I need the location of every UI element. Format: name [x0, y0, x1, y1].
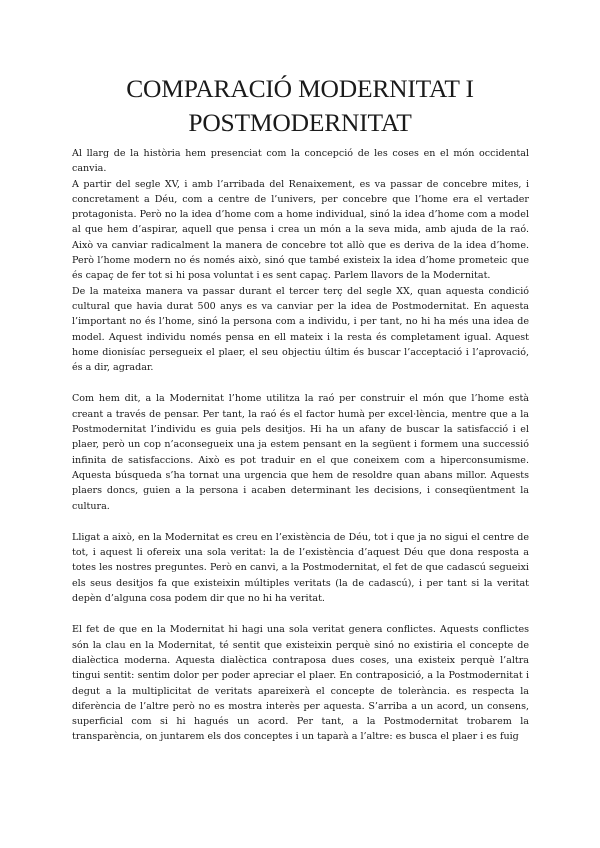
paragraph-intro: Al llarg de la història hem presenciat com la concepció de les coses en el món occidental canvia. — [72, 148, 529, 175]
paragraph-conflict-tolerance: El fet de que en la Modernitat hi hagi una sola veritat genera conflictes. Aquests conflictes són la clau en la Modernitat, té sentit que existeixin perquè sinó no existiria el concepte de dialèctica moderna. Aquesta dialèctica contraposa dues coses, una existeix perquè l’altra tingui sentit: sentim dolor per poder apreciar el plaer. En contraposició, a la Postmodernitat i degut a la multiplicitat de veritats apareixerà el concepte de tolerància. es respecta la diferència de l’altre però no es mostra interès per aquesta. S’arriba a un acord, un consens, superficial com si hi hagués un acord. Per tant, a la Postmodernitat trobarem la transparència, on juntarem els dos conceptes i un taparà a l’altre: es busca el plaer i es fuig — [72, 624, 529, 743]
document-body — [72, 146, 529, 745]
page-title: COMPARACIÓ MODERNITAT I POSTMODERNITAT — [126, 74, 474, 137]
paragraph-modernity: A partir del segle XV, i amb l’arribada del Renaixement, es va passar de concebre mites, i concretament a Déu, com a centre de l’univers, per concebre que l’home era el vertader protagonista. Però no la idea d’home com a home individual, sinó la idea d’home com a model al que hem d’aspirar, aquell que pensa i crea un món a la seva mida, amb ajuda de la raó. Això va canviar radicalment la manera de concebre tot allò que es deriva de la idea d’home. Però l’home modern no és només això, sinó que també existeix la idea d’home prometeic que és capaç de fer tot si hi posa voluntat i es sent capaç. Parlem llavors de la Modernitat. — [72, 178, 529, 282]
paragraph-truth: Lligat a això, en la Modernitat es creu en l’existència de Déu, tot i que ja no sigui el centre de tot, i aquest li ofereix una sola veritat: la de l’existència d’aquest Déu que dona resposta a totes les nostres preguntes. Però en canvi, a la Postmodernitat, el fet de que cadascú segueixi els seus desitjos fa que existeixin múltiples veritats (la de cadascú), i per tant si la veritat depèn d’alguna cosa podem dir que no hi ha veritat. — [72, 531, 529, 605]
paragraph-postmodernity: De la mateixa manera va passar durant el tercer terç del segle XX, quan aquesta condició cultural que havia durat 500 anys es va canviar per la idea de Postmodernitat. En aquesta l’important no és l’home, sinó la persona com a individu, i per tant, no hi ha més una idea de model. Aquest individu només pensa en ell mateix i la resta és completament igual. Aquest home dionisíac persegueix el plaer, el seu objectiu últim és buscar l’acceptació i l’aprovació, és a dir, agradar. — [72, 285, 529, 374]
paragraph-reason-desire: Com hem dit, a la Modernitat l’home utilitza la raó per construir el món que l’home està creant a través de pensar. Per tant, la raó és el factor humà per excel·lència, mentre que a la Postmodernitat l’individu es guia pels desitjos. Hi ha un afany de buscar la satisfacció i el plaer, però un cop n’aconsegueix una ja estem pensant en la següent i formem una successió infinita de satisfaccions. Això es pot traduir en el que coneixem com a hiperconsumisme. Aquesta búsqueda s’ha tornat una urgencia que hem de resoldre quan abans millor. Aquests plaers doncs, guien a la persona i acaben determinant les decisions, i conseqüentment la cultura. — [72, 393, 529, 512]
